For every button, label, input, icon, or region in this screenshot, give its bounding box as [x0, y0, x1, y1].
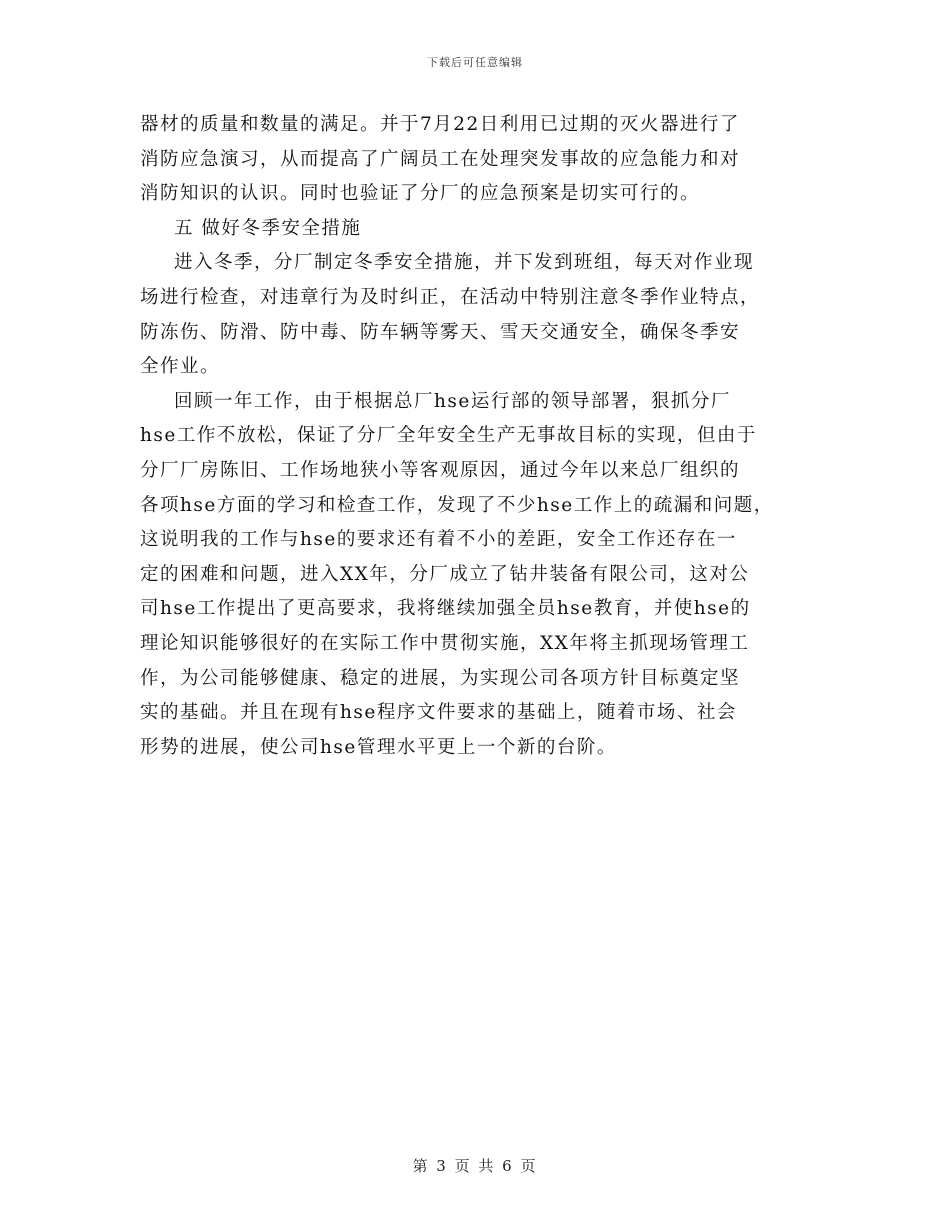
text-line: hse工作不放松，保证了分厂全年安全生产无事故目标的实现，但由于: [140, 425, 757, 447]
text-line: 回顾一年工作，由于根据总厂hse运行部的领导部署，狠抓分厂: [174, 390, 731, 412]
page-header: 下载后可任意编辑: [427, 56, 523, 69]
document-body: [140, 108, 840, 765]
text-line: 全作业。: [140, 356, 221, 378]
text-line: 分厂厂房陈旧、工作场地狭小等客观原因，通过今年以来总厂组织的: [140, 459, 741, 481]
text-line: 场进行检查，对违章行为及时纠正，在活动中特别注意冬季作业特点，: [140, 286, 761, 308]
text-line: 进入冬季，分厂制定冬季安全措施，并下发到班组，每天对作业现: [174, 252, 755, 274]
text-line: 各项hse方面的学习和检查工作，发现了不少hse工作上的疏漏和问题，: [140, 494, 774, 516]
text-line: 实的基础。并且在现有hse程序文件要求的基础上，随着市场、社会: [140, 702, 737, 724]
text-line: 消防应急演习，从而提高了广阔员工在处理突发事故的应急能力和对: [140, 148, 741, 170]
page-number-footer: 第 3 页 共 6 页: [412, 1157, 538, 1175]
text-line: 这说明我的工作与hse的要求还有着不小的差距，安全工作还存在一: [140, 529, 737, 551]
text-line: 防冻伤、防滑、防中毒、防车辆等雾天、雪天交通安全，确保冬季安: [140, 321, 741, 343]
section-heading: 五 做好冬季安全措施: [174, 217, 362, 239]
text-line: 消防知识的认识。同时也验证了分厂的应急预案是切实可行的。: [140, 183, 701, 205]
text-line: 器材的质量和数量的满足。并于7月22日利用已过期的灭火器进行了: [140, 114, 740, 135]
text-line: 作，为公司能够健康、稳定的进展，为实现公司各项方针目标奠定坚: [140, 667, 741, 689]
text-line: 司hse工作提出了更高要求，我将继续加强全员hse教育，并使hse的: [140, 598, 751, 620]
text-line: 定的困难和问题，进入XX年，分厂成立了钻井装备有限公司，这对公: [140, 563, 750, 585]
text-line: 形势的进展，使公司hse管理水平更上一个新的台阶。: [140, 736, 617, 758]
text-line: 理论知识能够很好的在实际工作中贯彻实施，XX年将主抓现场管理工: [140, 632, 750, 654]
